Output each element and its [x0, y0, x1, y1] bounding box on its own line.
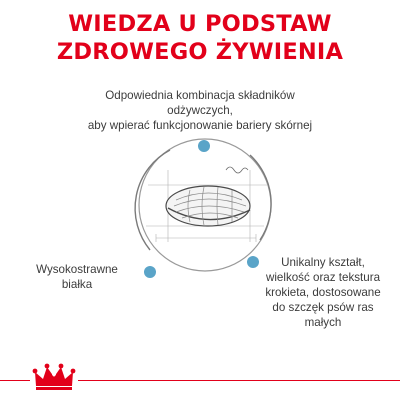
callout-right-line-3: krokieta, dostosowane	[265, 286, 381, 299]
callout-right-line-5: małych	[304, 316, 342, 329]
title-line-1: WIEDZA U PODSTAW	[68, 11, 332, 37]
callout-kibble-shape	[256, 255, 390, 330]
callout-right-line-4: do szczęk psów ras	[272, 301, 374, 314]
callout-top-line-3: aby wpierać funkcjonowanie bariery skórnej	[87, 119, 313, 132]
title-line-2: ZDROWEGO ŻYWIENIA	[56, 39, 344, 65]
callout-skin-barrier	[60, 88, 340, 133]
callout-marker-left	[144, 266, 156, 278]
callout-marker-top	[198, 140, 210, 152]
footer-divider-left	[0, 380, 30, 381]
footer-divider-right	[78, 380, 400, 381]
callout-top-line-1: Odpowiednia kombinacja składników	[105, 89, 295, 102]
royal-canin-crown-logo	[32, 362, 76, 392]
callout-left-line-1: Wysokostrawne	[36, 263, 118, 276]
callout-right-line-2: wielkość oraz tekstura	[265, 271, 381, 284]
callout-protein	[22, 262, 132, 292]
callout-top-line-2: odżywczych,	[167, 104, 233, 117]
page-title	[0, 10, 400, 66]
callout-left-line-2: białka	[61, 278, 93, 291]
callout-right-line-1: Unikalny kształt,	[281, 256, 365, 269]
